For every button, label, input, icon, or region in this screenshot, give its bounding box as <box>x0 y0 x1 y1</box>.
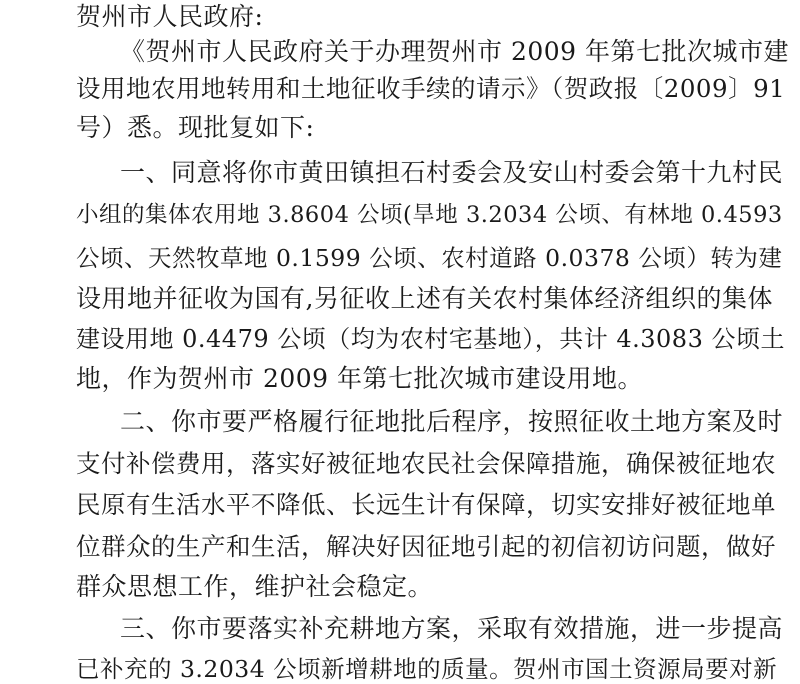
paragraph-line: 号）悉。现批复如下: <box>76 113 315 142</box>
paragraph-line: 小组的集体农用地 3.8604 公顷(旱地 3.2034 公顷、有林地 0.4593 <box>76 202 783 228</box>
paragraph-line: 公顷、天然牧草地 0.1599 公顷、农村道路 0.0378 公顷）转为建 <box>76 244 783 272</box>
paragraph-line: 位群众的生产和生活，解决好因征地引起的初信初访问题，做好 <box>76 532 776 561</box>
paragraph-line: 一、同意将你市黄田镇担石村委会及安山村委会第十九村民 <box>120 158 784 187</box>
paragraph-line: 群众思想工作，维护社会稳定。 <box>76 572 434 601</box>
paragraph-line: 设用地农用地转用和土地征收手续的请示》（贺政报〔2009〕91 <box>76 74 786 103</box>
paragraph-line: 已补充的 3.2034 公顷新增耕地的质量。贺州市国土资源局要对新 <box>76 655 778 683</box>
paragraph-line: 设用地并征收为国有,另征收上述有关农村集体经济组织的集体 <box>76 284 773 313</box>
paragraph-line: 三、你市要落实补充耕地方案，采取有效措施，进一步提高 <box>120 614 784 643</box>
paragraph-line: 地，作为贺州市 2009 年第七批次城市建设用地。 <box>76 364 644 393</box>
addressee-line: 贺州市人民政府: <box>76 2 264 31</box>
paragraph-line: 民原有生活水平不降低、长远生计有保障，切实安排好被征地单 <box>76 490 776 519</box>
paragraph-line: 《贺州市人民政府关于办理贺州市 2009 年第七批次城市建 <box>120 37 790 66</box>
paragraph-line: 建设用地 0.4479 公顷（均为农村宅基地），共计 4.3083 公顷土 <box>76 325 785 353</box>
paragraph-line: 二、你市要严格履行征地批后程序，按照征收土地方案及时 <box>120 407 784 436</box>
paragraph-line: 支付补偿费用，落实好被征地农民社会保障措施，确保被征地农 <box>76 449 776 478</box>
